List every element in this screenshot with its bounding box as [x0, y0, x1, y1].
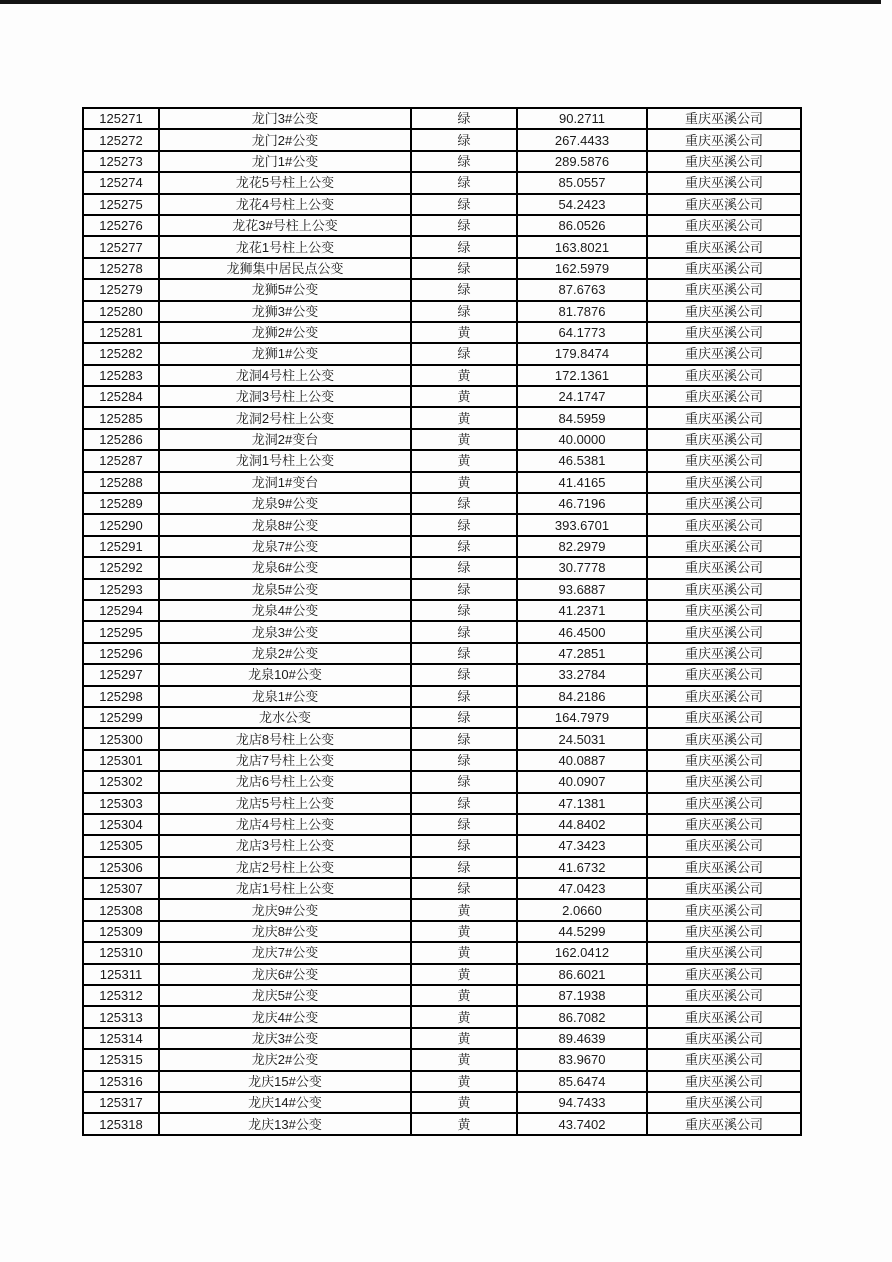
device-name-cell: 龙庆4#公变	[159, 1006, 411, 1027]
value-cell: 64.1773	[517, 322, 647, 343]
company-cell: 重庆巫溪公司	[647, 985, 801, 1006]
table-row	[83, 814, 801, 835]
device-id-cell: 125276	[83, 215, 159, 236]
device-id-cell: 125292	[83, 557, 159, 578]
table-row	[83, 322, 801, 343]
status-color-cell: 绿	[411, 258, 517, 279]
device-id-cell: 125271	[83, 108, 159, 129]
value-cell: 46.4500	[517, 621, 647, 642]
device-name-cell: 龙庆8#公变	[159, 921, 411, 942]
device-id-cell: 125312	[83, 985, 159, 1006]
company-cell: 重庆巫溪公司	[647, 236, 801, 257]
company-cell: 重庆巫溪公司	[647, 750, 801, 771]
company-cell: 重庆巫溪公司	[647, 707, 801, 728]
company-cell: 重庆巫溪公司	[647, 835, 801, 856]
table-body	[83, 108, 801, 1135]
device-name-cell: 龙泉4#公变	[159, 600, 411, 621]
device-name-cell: 龙庆9#公变	[159, 899, 411, 920]
company-cell: 重庆巫溪公司	[647, 1006, 801, 1027]
table-row	[83, 793, 801, 814]
value-cell: 47.2851	[517, 643, 647, 664]
device-id-cell: 125287	[83, 450, 159, 471]
table-row	[83, 1028, 801, 1049]
status-color-cell: 绿	[411, 728, 517, 749]
device-id-cell: 125317	[83, 1092, 159, 1113]
device-name-cell: 龙店8号柱上公变	[159, 728, 411, 749]
value-cell: 94.7433	[517, 1092, 647, 1113]
table-row	[83, 151, 801, 172]
table-row	[83, 472, 801, 493]
company-cell: 重庆巫溪公司	[647, 771, 801, 792]
status-color-cell: 绿	[411, 215, 517, 236]
status-color-cell: 绿	[411, 172, 517, 193]
company-cell: 重庆巫溪公司	[647, 194, 801, 215]
table-row	[83, 579, 801, 600]
value-cell: 24.1747	[517, 386, 647, 407]
status-color-cell: 绿	[411, 343, 517, 364]
table-row	[83, 878, 801, 899]
status-color-cell: 绿	[411, 814, 517, 835]
status-color-cell: 绿	[411, 536, 517, 557]
device-name-cell: 龙泉1#公变	[159, 686, 411, 707]
value-cell: 41.6732	[517, 857, 647, 878]
device-id-cell: 125301	[83, 750, 159, 771]
status-color-cell: 绿	[411, 750, 517, 771]
value-cell: 85.0557	[517, 172, 647, 193]
device-name-cell: 龙庆15#公变	[159, 1071, 411, 1092]
device-id-cell: 125307	[83, 878, 159, 899]
device-name-cell: 龙庆5#公变	[159, 985, 411, 1006]
table-row	[83, 236, 801, 257]
table-row	[83, 429, 801, 450]
value-cell: 54.2423	[517, 194, 647, 215]
status-color-cell: 黄	[411, 1006, 517, 1027]
device-id-cell: 125272	[83, 129, 159, 150]
table-row	[83, 1006, 801, 1027]
status-color-cell: 绿	[411, 493, 517, 514]
device-name-cell: 龙泉8#公变	[159, 514, 411, 535]
device-id-cell: 125303	[83, 793, 159, 814]
company-cell: 重庆巫溪公司	[647, 322, 801, 343]
device-name-cell: 龙庆7#公变	[159, 942, 411, 963]
status-color-cell: 绿	[411, 771, 517, 792]
device-id-cell: 125290	[83, 514, 159, 535]
device-id-cell: 125313	[83, 1006, 159, 1027]
value-cell: 82.2979	[517, 536, 647, 557]
table-row	[83, 771, 801, 792]
value-cell: 83.9670	[517, 1049, 647, 1070]
table-row	[83, 1092, 801, 1113]
company-cell: 重庆巫溪公司	[647, 343, 801, 364]
device-id-cell: 125294	[83, 600, 159, 621]
device-id-cell: 125311	[83, 964, 159, 985]
status-color-cell: 绿	[411, 857, 517, 878]
status-color-cell: 黄	[411, 1113, 517, 1135]
value-cell: 86.6021	[517, 964, 647, 985]
company-cell: 重庆巫溪公司	[647, 279, 801, 300]
status-color-cell: 绿	[411, 151, 517, 172]
device-id-cell: 125279	[83, 279, 159, 300]
device-id-cell: 125304	[83, 814, 159, 835]
value-cell: 47.3423	[517, 835, 647, 856]
table-row	[83, 643, 801, 664]
value-cell: 87.6763	[517, 279, 647, 300]
status-color-cell: 绿	[411, 579, 517, 600]
device-id-cell: 125277	[83, 236, 159, 257]
value-cell: 87.1938	[517, 985, 647, 1006]
status-color-cell: 黄	[411, 386, 517, 407]
company-cell: 重庆巫溪公司	[647, 1113, 801, 1135]
device-id-cell: 125274	[83, 172, 159, 193]
company-cell: 重庆巫溪公司	[647, 1092, 801, 1113]
status-color-cell: 黄	[411, 1071, 517, 1092]
status-color-cell: 绿	[411, 686, 517, 707]
value-cell: 84.5959	[517, 407, 647, 428]
status-color-cell: 绿	[411, 835, 517, 856]
value-cell: 267.4433	[517, 129, 647, 150]
status-color-cell: 绿	[411, 793, 517, 814]
company-cell: 重庆巫溪公司	[647, 621, 801, 642]
device-name-cell: 龙庆13#公变	[159, 1113, 411, 1135]
device-name-cell: 龙花4号柱上公变	[159, 194, 411, 215]
device-name-cell: 龙店5号柱上公变	[159, 793, 411, 814]
device-name-cell: 龙狮集中居民点公变	[159, 258, 411, 279]
table-row	[83, 750, 801, 771]
device-id-cell: 125283	[83, 365, 159, 386]
status-color-cell: 黄	[411, 1049, 517, 1070]
value-cell: 2.0660	[517, 899, 647, 920]
device-id-cell: 125291	[83, 536, 159, 557]
value-cell: 93.6887	[517, 579, 647, 600]
device-id-cell: 125309	[83, 921, 159, 942]
table-row	[83, 407, 801, 428]
value-cell: 89.4639	[517, 1028, 647, 1049]
device-name-cell: 龙门3#公变	[159, 108, 411, 129]
device-name-cell: 龙门2#公变	[159, 129, 411, 150]
company-cell: 重庆巫溪公司	[647, 536, 801, 557]
value-cell: 90.2711	[517, 108, 647, 129]
device-name-cell: 龙洞1#变台	[159, 472, 411, 493]
device-name-cell: 龙泉2#公变	[159, 643, 411, 664]
table-row	[83, 600, 801, 621]
status-color-cell: 绿	[411, 600, 517, 621]
device-id-cell: 125318	[83, 1113, 159, 1135]
value-cell: 41.4165	[517, 472, 647, 493]
device-id-cell: 125285	[83, 407, 159, 428]
value-cell: 40.0907	[517, 771, 647, 792]
company-cell: 重庆巫溪公司	[647, 1028, 801, 1049]
device-name-cell: 龙水公变	[159, 707, 411, 728]
device-id-cell: 125282	[83, 343, 159, 364]
company-cell: 重庆巫溪公司	[647, 964, 801, 985]
device-name-cell: 龙庆6#公变	[159, 964, 411, 985]
status-color-cell: 黄	[411, 921, 517, 942]
device-name-cell: 龙店4号柱上公变	[159, 814, 411, 835]
company-cell: 重庆巫溪公司	[647, 386, 801, 407]
value-cell: 46.5381	[517, 450, 647, 471]
status-color-cell: 黄	[411, 942, 517, 963]
status-color-cell: 绿	[411, 108, 517, 129]
value-cell: 163.8021	[517, 236, 647, 257]
status-color-cell: 黄	[411, 472, 517, 493]
value-cell: 44.5299	[517, 921, 647, 942]
device-name-cell: 龙店7号柱上公变	[159, 750, 411, 771]
company-cell: 重庆巫溪公司	[647, 878, 801, 899]
device-name-cell: 龙洞1号柱上公变	[159, 450, 411, 471]
status-color-cell: 绿	[411, 707, 517, 728]
table-row	[83, 514, 801, 535]
device-name-cell: 龙店2号柱上公变	[159, 857, 411, 878]
device-name-cell: 龙洞4号柱上公变	[159, 365, 411, 386]
table-row	[83, 942, 801, 963]
company-cell: 重庆巫溪公司	[647, 857, 801, 878]
value-cell: 164.7979	[517, 707, 647, 728]
status-color-cell: 绿	[411, 664, 517, 685]
value-cell: 40.0000	[517, 429, 647, 450]
device-name-cell: 龙洞2号柱上公变	[159, 407, 411, 428]
company-cell: 重庆巫溪公司	[647, 921, 801, 942]
company-cell: 重庆巫溪公司	[647, 686, 801, 707]
device-name-cell: 龙洞2#变台	[159, 429, 411, 450]
table-row	[83, 985, 801, 1006]
company-cell: 重庆巫溪公司	[647, 814, 801, 835]
device-id-cell: 125295	[83, 621, 159, 642]
table-row	[83, 664, 801, 685]
device-id-cell: 125297	[83, 664, 159, 685]
company-cell: 重庆巫溪公司	[647, 450, 801, 471]
value-cell: 179.8474	[517, 343, 647, 364]
status-color-cell: 绿	[411, 643, 517, 664]
table-row	[83, 129, 801, 150]
table-row	[83, 536, 801, 557]
company-cell: 重庆巫溪公司	[647, 151, 801, 172]
status-color-cell: 黄	[411, 964, 517, 985]
device-id-cell: 125315	[83, 1049, 159, 1070]
table-row	[83, 1049, 801, 1070]
table-row	[83, 621, 801, 642]
status-color-cell: 绿	[411, 557, 517, 578]
device-id-cell: 125316	[83, 1071, 159, 1092]
value-cell: 172.1361	[517, 365, 647, 386]
device-id-cell: 125275	[83, 194, 159, 215]
value-cell: 44.8402	[517, 814, 647, 835]
company-cell: 重庆巫溪公司	[647, 942, 801, 963]
company-cell: 重庆巫溪公司	[647, 793, 801, 814]
company-cell: 重庆巫溪公司	[647, 365, 801, 386]
status-color-cell: 黄	[411, 1092, 517, 1113]
status-color-cell: 绿	[411, 878, 517, 899]
status-color-cell: 黄	[411, 429, 517, 450]
table-row	[83, 172, 801, 193]
device-name-cell: 龙泉5#公变	[159, 579, 411, 600]
device-id-cell: 125280	[83, 301, 159, 322]
status-color-cell: 黄	[411, 899, 517, 920]
device-name-cell: 龙洞3号柱上公变	[159, 386, 411, 407]
value-cell: 393.6701	[517, 514, 647, 535]
device-name-cell: 龙店3号柱上公变	[159, 835, 411, 856]
device-id-cell: 125286	[83, 429, 159, 450]
device-id-cell: 125302	[83, 771, 159, 792]
status-color-cell: 黄	[411, 365, 517, 386]
value-cell: 33.2784	[517, 664, 647, 685]
status-color-cell: 黄	[411, 407, 517, 428]
company-cell: 重庆巫溪公司	[647, 600, 801, 621]
device-name-cell: 龙泉3#公变	[159, 621, 411, 642]
device-name-cell: 龙狮3#公变	[159, 301, 411, 322]
company-cell: 重庆巫溪公司	[647, 129, 801, 150]
device-id-cell: 125305	[83, 835, 159, 856]
device-name-cell: 龙花5号柱上公变	[159, 172, 411, 193]
value-cell: 289.5876	[517, 151, 647, 172]
company-cell: 重庆巫溪公司	[647, 429, 801, 450]
table-row	[83, 964, 801, 985]
table-row	[83, 728, 801, 749]
device-id-cell: 125299	[83, 707, 159, 728]
device-name-cell: 龙店6号柱上公变	[159, 771, 411, 792]
device-id-cell: 125284	[83, 386, 159, 407]
device-id-cell: 125310	[83, 942, 159, 963]
table-row	[83, 386, 801, 407]
device-id-cell: 125296	[83, 643, 159, 664]
status-color-cell: 绿	[411, 129, 517, 150]
device-name-cell: 龙庆3#公变	[159, 1028, 411, 1049]
device-id-cell: 125300	[83, 728, 159, 749]
company-cell: 重庆巫溪公司	[647, 1049, 801, 1070]
company-cell: 重庆巫溪公司	[647, 514, 801, 535]
company-cell: 重庆巫溪公司	[647, 643, 801, 664]
device-name-cell: 龙泉7#公变	[159, 536, 411, 557]
table-row	[83, 899, 801, 920]
company-cell: 重庆巫溪公司	[647, 472, 801, 493]
status-color-cell: 绿	[411, 301, 517, 322]
status-color-cell: 绿	[411, 194, 517, 215]
table-row	[83, 450, 801, 471]
company-cell: 重庆巫溪公司	[647, 1071, 801, 1092]
value-cell: 85.6474	[517, 1071, 647, 1092]
device-name-cell: 龙花3#号柱上公变	[159, 215, 411, 236]
company-cell: 重庆巫溪公司	[647, 258, 801, 279]
device-id-cell: 125314	[83, 1028, 159, 1049]
table-row	[83, 707, 801, 728]
company-cell: 重庆巫溪公司	[647, 301, 801, 322]
company-cell: 重庆巫溪公司	[647, 664, 801, 685]
table-row	[83, 857, 801, 878]
value-cell: 46.7196	[517, 493, 647, 514]
status-color-cell: 绿	[411, 621, 517, 642]
company-cell: 重庆巫溪公司	[647, 215, 801, 236]
transformer-data-table	[82, 107, 802, 1136]
table-row	[83, 279, 801, 300]
value-cell: 162.0412	[517, 942, 647, 963]
status-color-cell: 黄	[411, 985, 517, 1006]
table-row	[83, 835, 801, 856]
device-name-cell: 龙狮2#公变	[159, 322, 411, 343]
device-name-cell: 龙狮5#公变	[159, 279, 411, 300]
table-row	[83, 215, 801, 236]
device-name-cell: 龙泉10#公变	[159, 664, 411, 685]
device-id-cell: 125306	[83, 857, 159, 878]
status-color-cell: 黄	[411, 450, 517, 471]
device-id-cell: 125288	[83, 472, 159, 493]
device-id-cell: 125298	[83, 686, 159, 707]
company-cell: 重庆巫溪公司	[647, 108, 801, 129]
value-cell: 47.0423	[517, 878, 647, 899]
value-cell: 162.5979	[517, 258, 647, 279]
table-row	[83, 258, 801, 279]
value-cell: 41.2371	[517, 600, 647, 621]
device-id-cell: 125308	[83, 899, 159, 920]
device-id-cell: 125293	[83, 579, 159, 600]
page-top-rule	[0, 0, 881, 4]
table-row	[83, 365, 801, 386]
table-row	[83, 1071, 801, 1092]
device-name-cell: 龙庆14#公变	[159, 1092, 411, 1113]
table-row	[83, 194, 801, 215]
table-row	[83, 301, 801, 322]
device-name-cell: 龙店1号柱上公变	[159, 878, 411, 899]
value-cell: 30.7778	[517, 557, 647, 578]
status-color-cell: 绿	[411, 514, 517, 535]
device-name-cell: 龙泉6#公变	[159, 557, 411, 578]
table-row	[83, 343, 801, 364]
company-cell: 重庆巫溪公司	[647, 407, 801, 428]
device-id-cell: 125289	[83, 493, 159, 514]
status-color-cell: 黄	[411, 1028, 517, 1049]
device-name-cell: 龙门1#公变	[159, 151, 411, 172]
table-row	[83, 493, 801, 514]
company-cell: 重庆巫溪公司	[647, 579, 801, 600]
company-cell: 重庆巫溪公司	[647, 728, 801, 749]
value-cell: 84.2186	[517, 686, 647, 707]
value-cell: 81.7876	[517, 301, 647, 322]
company-cell: 重庆巫溪公司	[647, 493, 801, 514]
device-name-cell: 龙庆2#公变	[159, 1049, 411, 1070]
table-row	[83, 557, 801, 578]
status-color-cell: 黄	[411, 322, 517, 343]
device-id-cell: 125278	[83, 258, 159, 279]
value-cell: 40.0887	[517, 750, 647, 771]
device-name-cell: 龙泉9#公变	[159, 493, 411, 514]
status-color-cell: 绿	[411, 236, 517, 257]
company-cell: 重庆巫溪公司	[647, 899, 801, 920]
value-cell: 86.0526	[517, 215, 647, 236]
device-id-cell: 125273	[83, 151, 159, 172]
table-row	[83, 108, 801, 129]
table-row	[83, 686, 801, 707]
table-row	[83, 921, 801, 942]
value-cell: 47.1381	[517, 793, 647, 814]
device-name-cell: 龙花1号柱上公变	[159, 236, 411, 257]
value-cell: 86.7082	[517, 1006, 647, 1027]
value-cell: 43.7402	[517, 1113, 647, 1135]
status-color-cell: 绿	[411, 279, 517, 300]
company-cell: 重庆巫溪公司	[647, 557, 801, 578]
company-cell: 重庆巫溪公司	[647, 172, 801, 193]
value-cell: 24.5031	[517, 728, 647, 749]
device-name-cell: 龙狮1#公变	[159, 343, 411, 364]
device-id-cell: 125281	[83, 322, 159, 343]
table-row	[83, 1113, 801, 1135]
